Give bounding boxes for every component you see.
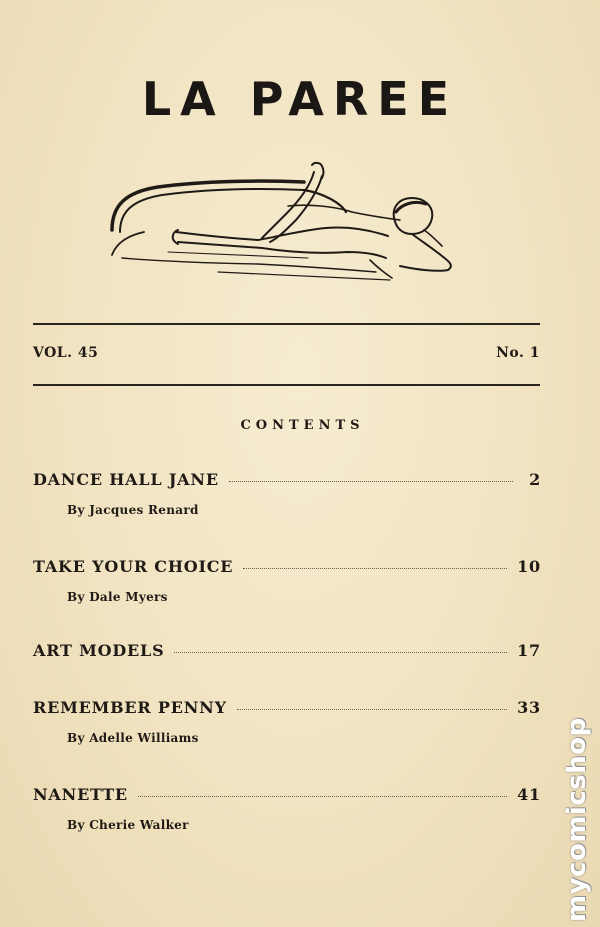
toc-entry-page: 41 <box>517 785 541 804</box>
contents-heading: CONTENTS <box>240 418 365 433</box>
reclining-woman-illustration <box>108 160 460 285</box>
dot-leader <box>237 709 507 710</box>
toc-entry-page: 33 <box>517 698 541 717</box>
toc-entry-title: ART MODELS <box>33 641 165 660</box>
top-divider <box>33 323 540 325</box>
watermark-text: mycomicshop <box>562 717 592 922</box>
toc-entry-title: NANETTE <box>33 785 128 804</box>
toc-entry-page: 10 <box>517 557 541 576</box>
dot-leader <box>229 481 513 482</box>
toc-entry <box>33 698 541 745</box>
toc-entry-title: REMEMBER PENNY <box>33 698 227 717</box>
dot-leader <box>243 568 507 569</box>
toc-entry-title: DANCE HALL JANE <box>33 470 219 489</box>
toc-entry-author: By Adelle Williams <box>67 731 199 745</box>
toc-entry-author: By Jacques Renard <box>67 503 199 517</box>
issue-number-label: No. 1 <box>496 345 540 361</box>
toc-entry <box>33 470 541 517</box>
toc-entry-author: By Cherie Walker <box>67 818 189 832</box>
toc-entry <box>33 641 541 660</box>
toc-entry-title: TAKE YOUR CHOICE <box>33 557 234 576</box>
toc-entry-author: By Dale Myers <box>67 590 168 604</box>
volume-label: VOL. 45 <box>33 345 99 361</box>
dot-leader <box>138 796 507 797</box>
dot-leader <box>174 652 507 653</box>
toc-entry-page: 2 <box>529 470 541 489</box>
toc-entry-page: 17 <box>517 641 541 660</box>
toc-entry <box>33 557 541 604</box>
masthead-title: LA PAREE <box>141 72 459 126</box>
bottom-divider <box>33 384 540 386</box>
toc-entry <box>33 785 541 832</box>
